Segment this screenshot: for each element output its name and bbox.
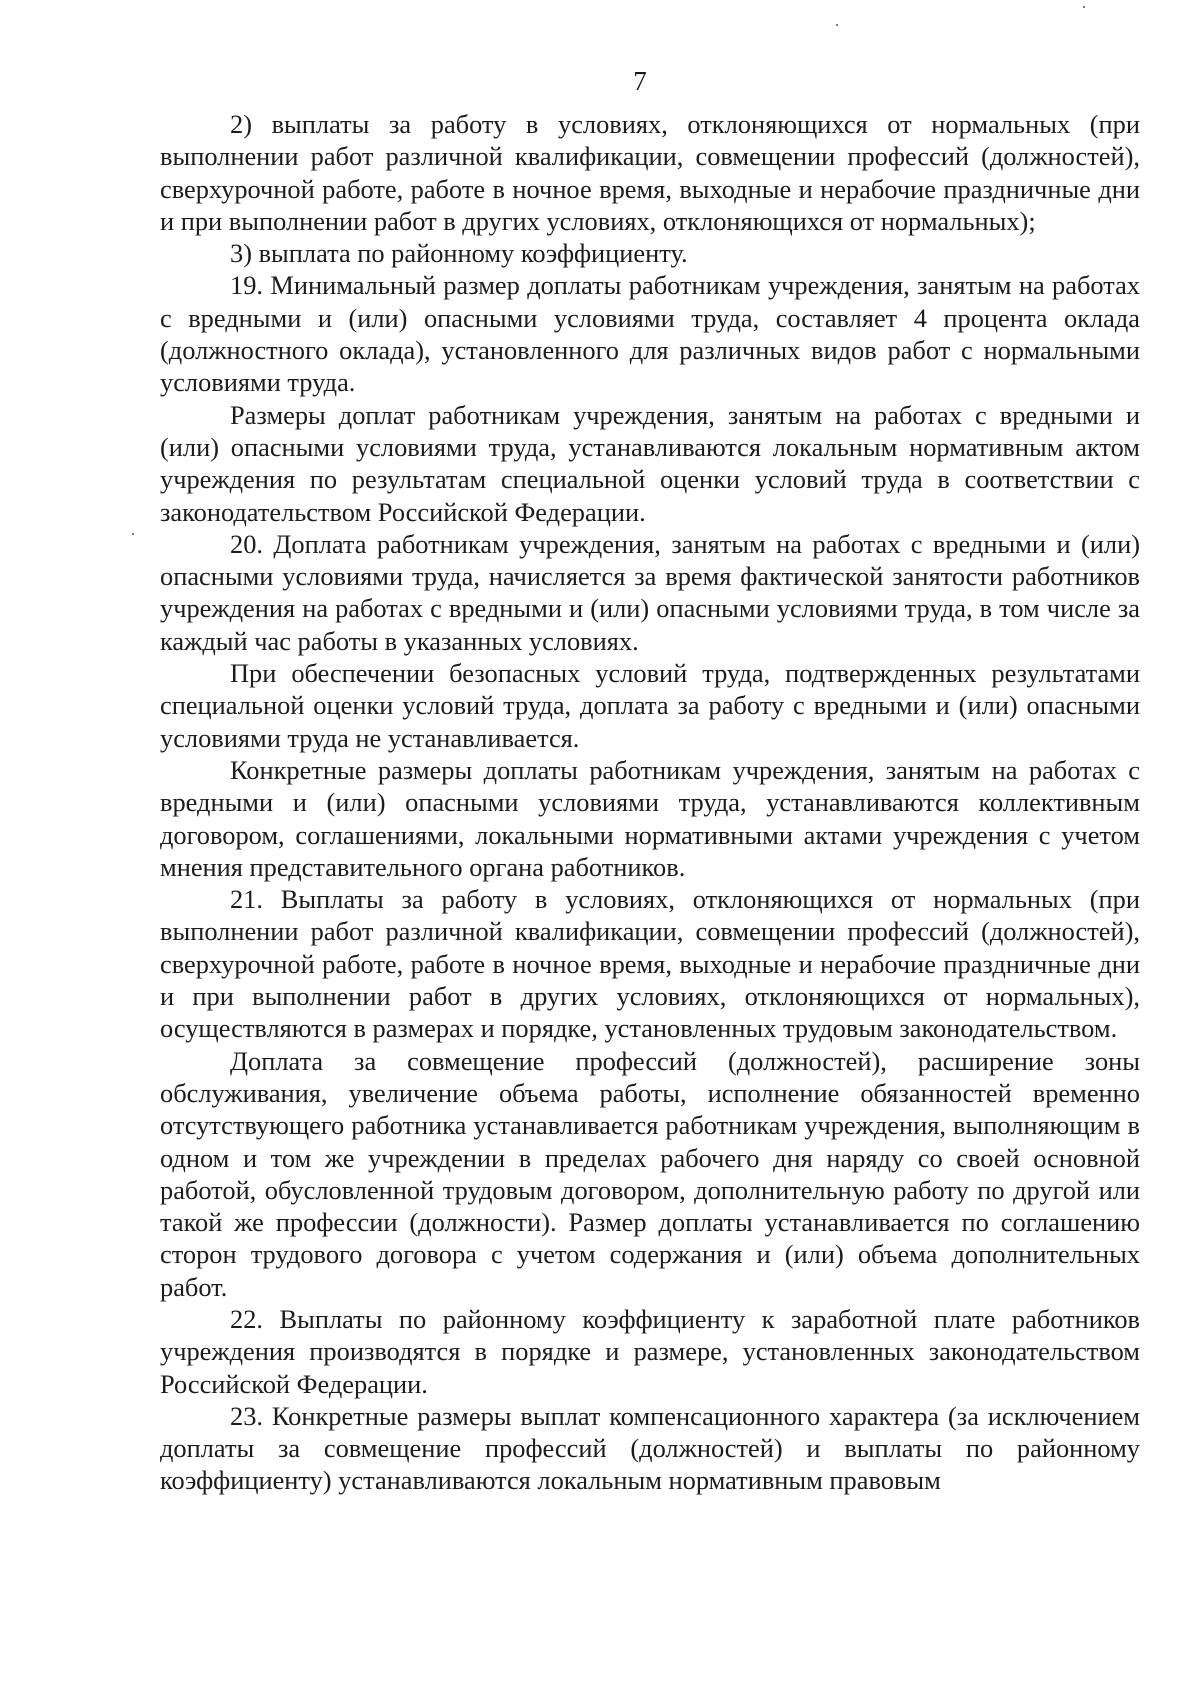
paragraph-item-2-payments: 2) выплаты за работу в условиях, отклоняющихся от нормальных (при выполнении работ различной квалификации, совмещении профессий (должностей), сверхурочной работе, работе в ночное время, выходные и нерабочие праздничные дни и при выполнении работ в других условиях, отклоняющихся от нормальных); [160, 109, 1140, 236]
page-number: 7 [633, 66, 647, 96]
paragraph-clause-20-safe-conditions: При обеспечении безопасных условий труда, подтвержденных результатами специальной оценки условий труда, доплата за работу с вредными и (или) опасными условиями труда не устанавливается. [160, 658, 1140, 753]
paragraph-item-3-regional-coefficient: 3) выплата по районному коэффициенту. [230, 238, 688, 269]
paragraph-clause-22: 22. Выплаты по районному коэффициенту к заработной плате работников учреждения производятся в порядке и размере, установленных законодательством Российской Федерации. [160, 1303, 1140, 1399]
scan-speck [836, 24, 838, 26]
scan-speck [132, 533, 134, 535]
paragraph-clause-21: 21. Выплаты за работу в условиях, отклоняющихся от нормальных (при выполнении работ различной квалификации, совмещении профессий (должностей), сверхурочной работе, работе в ночное время, выходные и нерабочие праздничные дни и при выполнении работ в других условиях, отклоняющихся от нормальных), осуществляются в размерах и порядке, установленных трудовым законодательством. [160, 884, 1140, 1044]
paragraph-clause-20: 20. Доплата работникам учреждения, занятым на работах с вредными и (или) опасными условиями труда, начисляется за время фактической занятости работников учреждения на работах с вредными и (или) опасными условиями труда, в том числе за каждый час работы в указанных условиях. [160, 528, 1140, 656]
paragraph-clause-19: 19. Минимальный размер доплаты работникам учреждения, занятым на работах с вредными и (или) опасными условиями труда, составляет 4 процента оклада (должностного оклада), установленного для различных видов работ с нормальными условиями труда. [160, 270, 1140, 398]
document-body [160, 108, 1140, 1497]
paragraph-clause-21-combination: Доплата за совмещение профессий (должностей), расширение зоны обслуживания, увеличение объема работы, исполнение обязанностей временно отсутствующего работника устанавливается работникам учреждения, выполняющим в одном и том же учреждении в пределах рабочего дня наряду со своей основной работой, обусловленной трудовым договором, дополнительную работу по другой или такой же профессии (должности). Размер доплаты устанавливается по соглашению сторон трудового договора с учетом содержания и (или) объема дополнительных работ. [160, 1045, 1140, 1302]
paragraph-clause-20-specific-sizes: Конкретные размеры доплаты работникам учреждения, занятым на работах с вредными и (или) опасными условиями труда, устанавливаются коллективным договором, соглашениями, локальными нормативными актами учреждения с учетом мнения представительного органа работников. [160, 754, 1140, 882]
scan-speck [1083, 6, 1085, 8]
paragraph-clause-23: 23. Конкретные размеры выплат компенсационного характера (за исключением доплаты за совмещение профессий (должностей) и выплаты по районному коэффициенту) устанавливаются локальным нормативным правовым [160, 1400, 1140, 1496]
paragraph-clause-19-sizes: Размеры доплат работникам учреждения, занятым на работах с вредными и (или) опасными условиями труда, устанавливаются локальным нормативным актом учреждения по результатам специальной оценки условий труда в соответствии с законодательством Российской Федерации. [160, 399, 1140, 527]
